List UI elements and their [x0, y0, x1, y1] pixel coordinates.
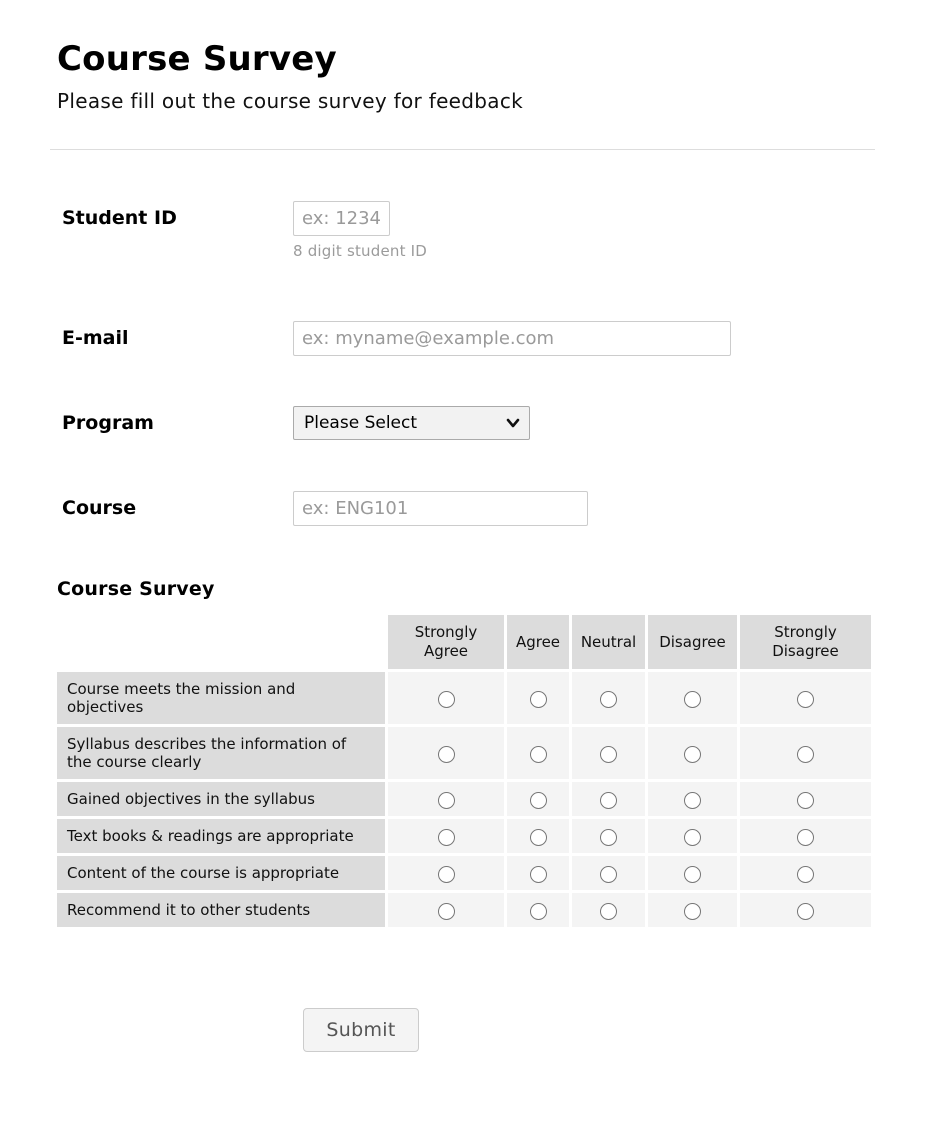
matrix-cell	[572, 782, 645, 816]
survey-section-heading: Course Survey	[57, 578, 215, 601]
matrix-cell	[572, 727, 645, 779]
matrix-cell	[740, 672, 871, 724]
radio-strongly-disagree[interactable]	[797, 866, 814, 883]
matrix-row-label: Syllabus describes the information of the course clearly	[57, 727, 385, 779]
student-id-control	[293, 201, 427, 260]
radio-agree[interactable]	[530, 829, 547, 846]
matrix-row-label: Recommend it to other students	[57, 893, 385, 927]
matrix-cell	[740, 856, 871, 890]
matrix-row-label: Text books & readings are appropriate	[57, 819, 385, 853]
radio-agree[interactable]	[530, 792, 547, 809]
radio-strongly-disagree[interactable]	[797, 746, 814, 763]
matrix-cell	[740, 727, 871, 779]
matrix-row	[57, 893, 871, 927]
matrix-cell	[648, 727, 737, 779]
matrix-cell	[648, 893, 737, 927]
radio-neutral[interactable]	[600, 691, 617, 708]
matrix-cell	[572, 856, 645, 890]
matrix-cell	[648, 819, 737, 853]
email-control	[293, 321, 731, 356]
matrix-cell	[572, 819, 645, 853]
course-input[interactable]	[293, 491, 588, 526]
matrix-cell	[507, 856, 569, 890]
radio-neutral[interactable]	[600, 792, 617, 809]
radio-neutral[interactable]	[600, 829, 617, 846]
matrix-col-strongly-disagree: Strongly Disagree	[740, 615, 871, 669]
radio-disagree[interactable]	[684, 691, 701, 708]
matrix-row	[57, 819, 871, 853]
radio-disagree[interactable]	[684, 746, 701, 763]
matrix-cell	[572, 672, 645, 724]
student-id-row	[57, 201, 880, 260]
matrix-cell	[507, 782, 569, 816]
email-label: E-mail	[62, 327, 129, 350]
radio-disagree[interactable]	[684, 903, 701, 920]
radio-strongly-disagree[interactable]	[797, 903, 814, 920]
radio-strongly-agree[interactable]	[438, 903, 455, 920]
matrix-cell	[648, 856, 737, 890]
radio-disagree[interactable]	[684, 792, 701, 809]
course-control	[293, 491, 588, 526]
radio-neutral[interactable]	[600, 866, 617, 883]
radio-agree[interactable]	[530, 866, 547, 883]
form-area	[57, 201, 880, 526]
matrix-cell	[388, 819, 504, 853]
program-label: Program	[62, 412, 154, 435]
matrix-col-neutral: Neutral	[572, 615, 645, 669]
program-select-wrap	[293, 406, 530, 440]
matrix-row	[57, 782, 871, 816]
page-title: Course Survey	[57, 39, 337, 79]
matrix-cell	[740, 819, 871, 853]
matrix-row-label: Content of the course is appropriate	[57, 856, 385, 890]
survey-matrix	[54, 612, 874, 930]
matrix-row	[57, 727, 871, 779]
header-divider	[50, 149, 875, 150]
email-row	[57, 321, 880, 356]
matrix-row	[57, 856, 871, 890]
radio-strongly-disagree[interactable]	[797, 792, 814, 809]
student-id-input[interactable]	[293, 201, 390, 236]
matrix-cell	[507, 672, 569, 724]
student-id-label: Student ID	[62, 207, 177, 230]
radio-agree[interactable]	[530, 903, 547, 920]
matrix-col-disagree: Disagree	[648, 615, 737, 669]
radio-strongly-agree[interactable]	[438, 746, 455, 763]
radio-agree[interactable]	[530, 746, 547, 763]
radio-neutral[interactable]	[600, 903, 617, 920]
matrix-cell	[388, 727, 504, 779]
course-label: Course	[62, 497, 137, 520]
matrix-cell	[388, 856, 504, 890]
submit-button[interactable]: Submit	[303, 1008, 419, 1052]
matrix-cell	[507, 727, 569, 779]
matrix-cell	[648, 782, 737, 816]
page-subtitle: Please fill out the course survey for feedback	[57, 89, 524, 114]
matrix-row-label: Gained objectives in the syllabus	[57, 782, 385, 816]
matrix-corner-cell	[57, 615, 385, 669]
radio-agree[interactable]	[530, 691, 547, 708]
matrix-cell	[388, 893, 504, 927]
matrix-col-agree: Agree	[507, 615, 569, 669]
matrix-cell	[740, 782, 871, 816]
matrix-cell	[388, 782, 504, 816]
program-select[interactable]	[293, 406, 530, 440]
matrix-header-row	[57, 615, 871, 669]
matrix-cell	[507, 819, 569, 853]
radio-neutral[interactable]	[600, 746, 617, 763]
matrix-cell	[740, 893, 871, 927]
radio-strongly-agree[interactable]	[438, 792, 455, 809]
radio-strongly-disagree[interactable]	[797, 829, 814, 846]
matrix-cell	[648, 672, 737, 724]
radio-strongly-agree[interactable]	[438, 866, 455, 883]
matrix-row-label: Course meets the mission and objectives	[57, 672, 385, 724]
radio-disagree[interactable]	[684, 829, 701, 846]
matrix-row	[57, 672, 871, 724]
matrix-cell	[507, 893, 569, 927]
radio-strongly-agree[interactable]	[438, 829, 455, 846]
course-row	[57, 491, 880, 526]
radio-disagree[interactable]	[684, 866, 701, 883]
email-input[interactable]	[293, 321, 731, 356]
radio-strongly-disagree[interactable]	[797, 691, 814, 708]
matrix-cell	[572, 893, 645, 927]
matrix-col-strongly-agree: Strongly Agree	[388, 615, 504, 669]
matrix-cell	[388, 672, 504, 724]
program-row	[57, 406, 880, 440]
student-id-helper: 8 digit student ID	[293, 242, 428, 261]
radio-strongly-agree[interactable]	[438, 691, 455, 708]
